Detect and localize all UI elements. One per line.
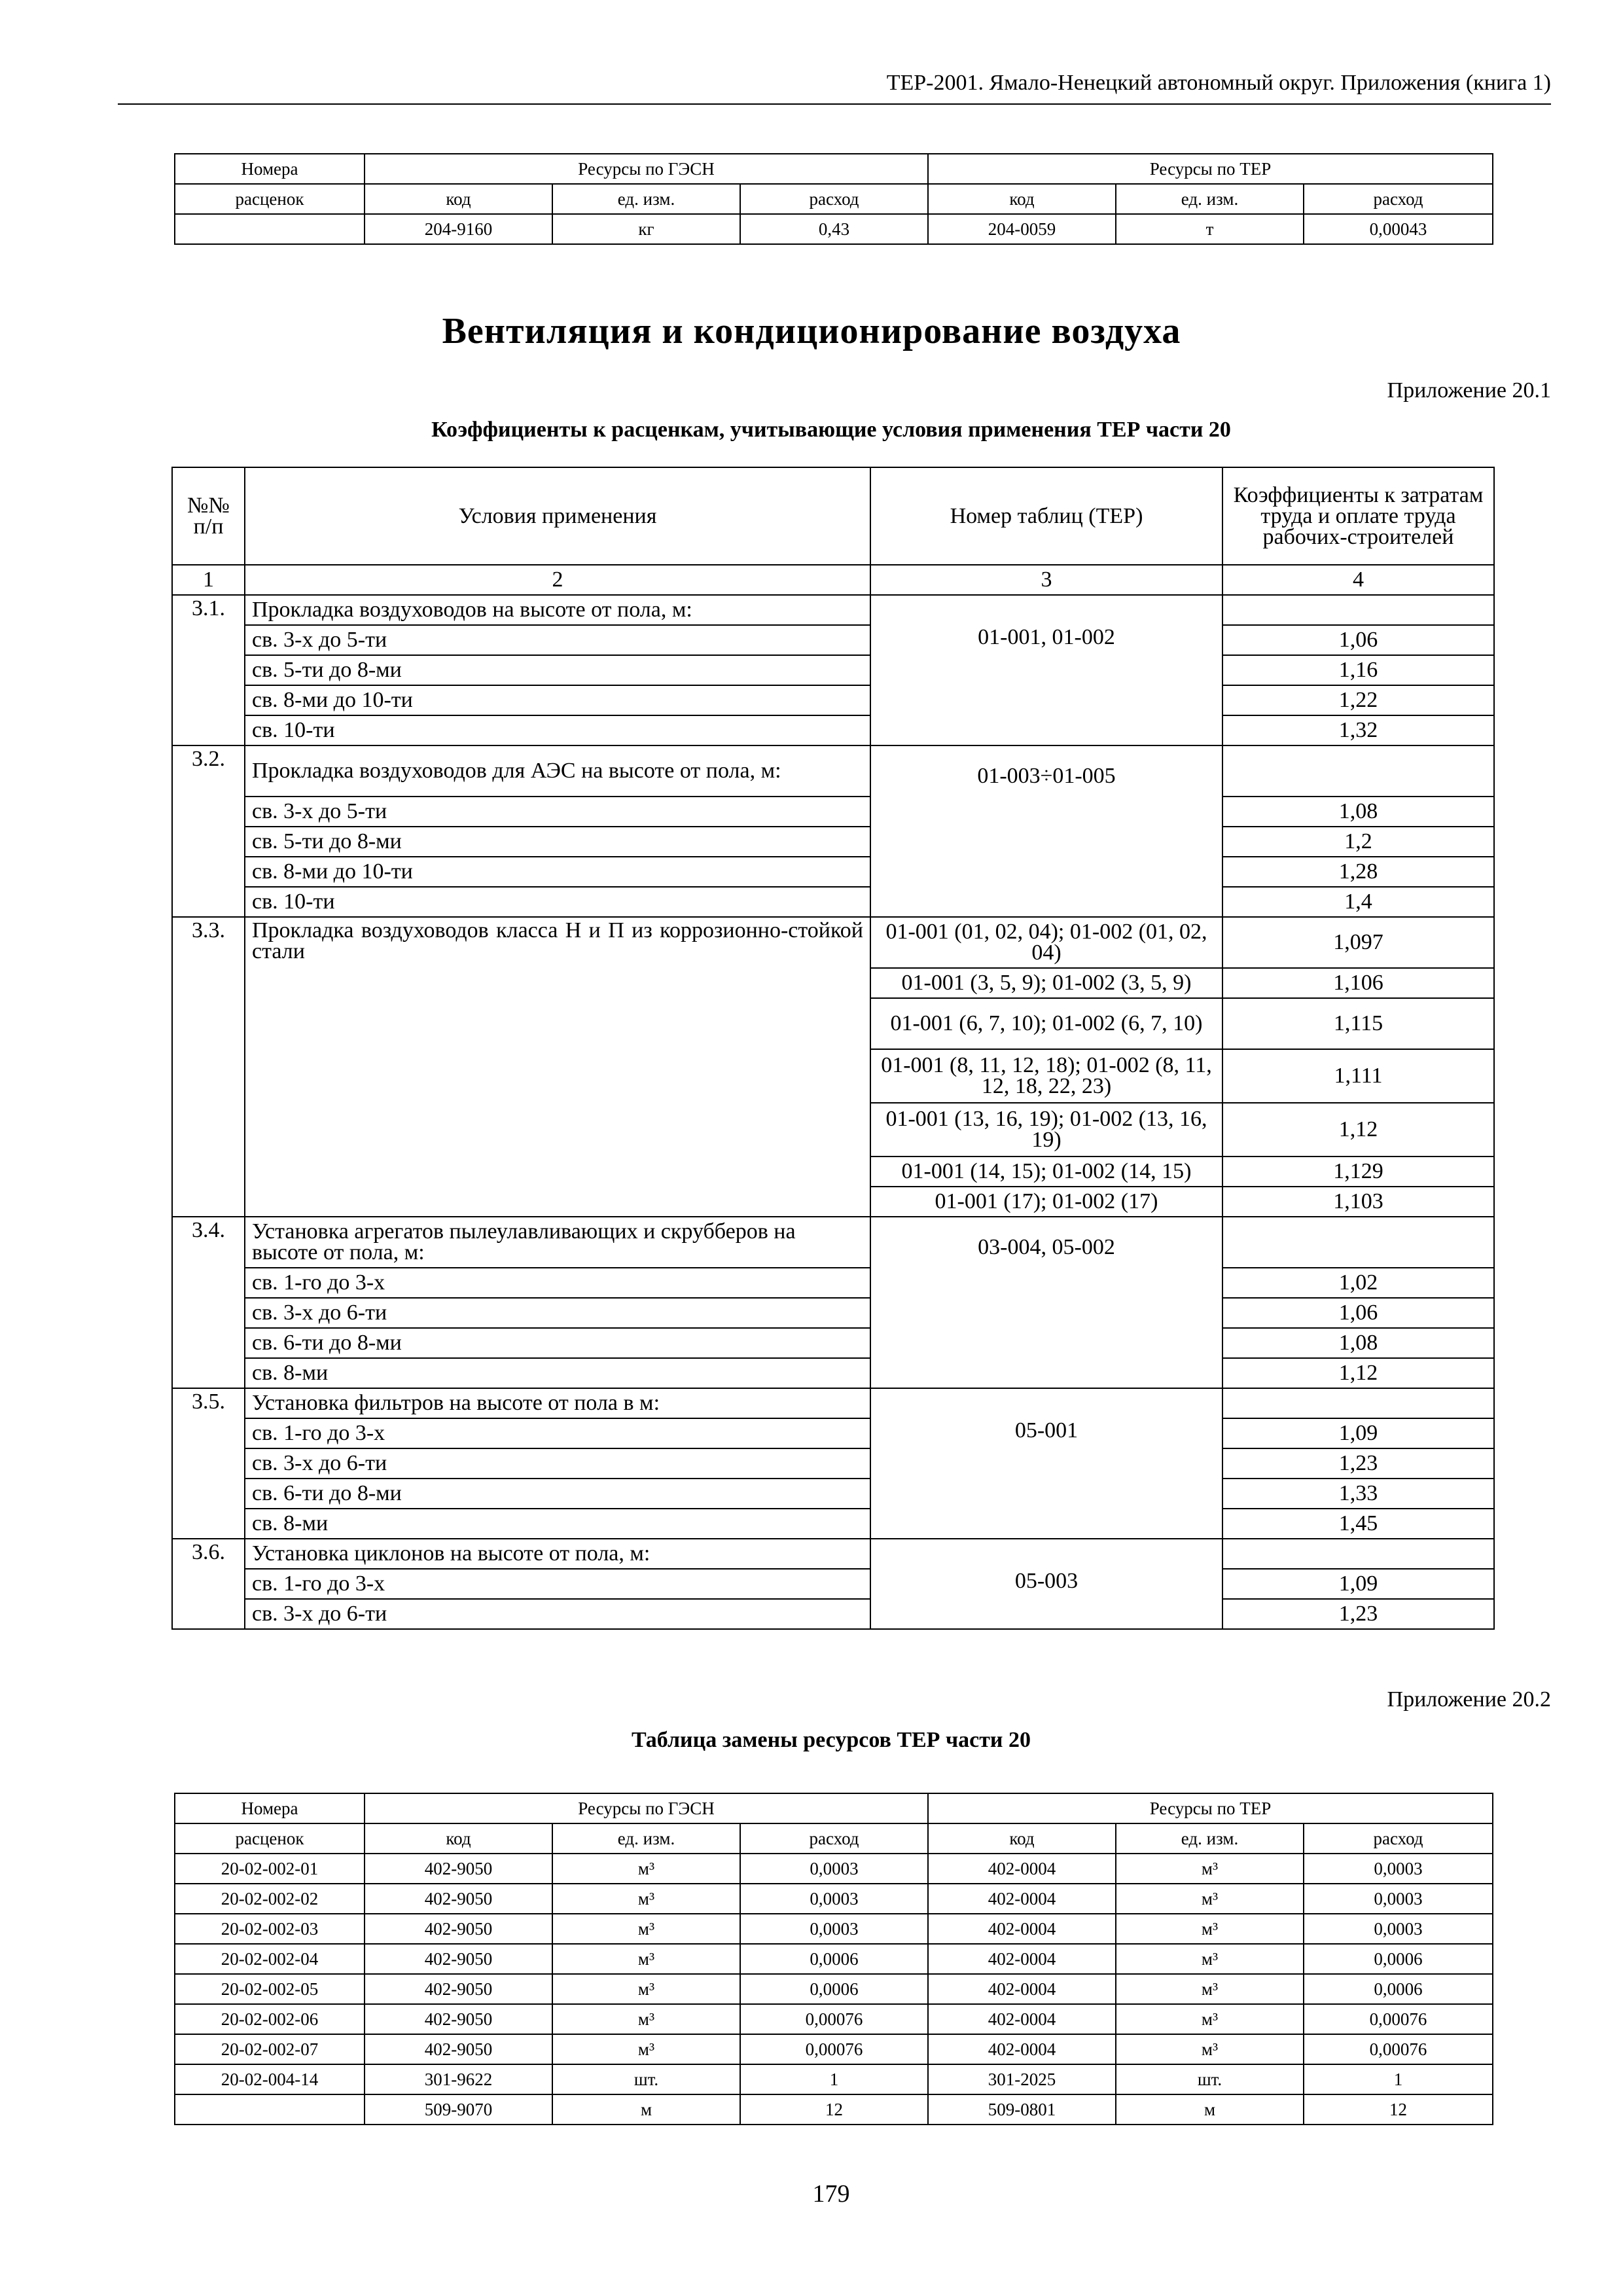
coef-cell: 1,106 — [1222, 968, 1494, 998]
th-ter: Ресурсы по ТЕР — [928, 154, 1493, 184]
cell-ter-amount: 0,00076 — [1304, 2004, 1493, 2034]
cell-ter-code: 402-0004 — [928, 1944, 1116, 1974]
cell-ter-unit: м³ — [1116, 2034, 1304, 2064]
appendix-20-1-label: Приложение 20.1 — [1387, 378, 1551, 403]
cell-ter-amount: 12 — [1304, 2094, 1493, 2125]
condition-cell: св. 8-ми — [245, 1509, 870, 1539]
cell-gesn-unit: м³ — [552, 2034, 740, 2064]
th-gesn-code: код — [365, 184, 552, 214]
cell-ter-code: 509-0801 — [928, 2094, 1116, 2125]
cell-rate: 20-02-002-04 — [175, 1944, 365, 1974]
table-row — [175, 1854, 1493, 1884]
coef-cell: 1,097 — [1222, 917, 1494, 968]
cell-gesn-code: 402-9050 — [365, 1884, 552, 1914]
th-gesn-unit: ед. изм. — [552, 184, 740, 214]
table-row — [175, 2034, 1493, 2064]
cell-gesn-unit: м³ — [552, 1974, 740, 2004]
cell-gesn-unit: шт. — [552, 2064, 740, 2094]
group-title: Установка фильтров на высоте от пола в м: — [245, 1388, 870, 1418]
table-row — [175, 214, 1493, 244]
table-row — [175, 2064, 1493, 2094]
group-title: Установка циклонов на высоте от пола, м: — [245, 1539, 870, 1569]
th-ter-unit: ед. изм. — [1116, 184, 1304, 214]
coef-cell: 1,45 — [1222, 1509, 1494, 1539]
cell-ter-code: 301-2025 — [928, 2064, 1116, 2094]
th-rates-l1: Номера — [175, 154, 365, 184]
group-title: Прокладка воздуховодов на высоте от пола, м: — [245, 595, 870, 625]
cell-rate: 20-02-004-14 — [175, 2064, 365, 2094]
cell-rate: 20-02-002-06 — [175, 2004, 365, 2034]
cell-gesn-amount: 0,00076 — [740, 2004, 928, 2034]
coef-cell: 1,16 — [1222, 655, 1494, 685]
table-row — [175, 2094, 1493, 2125]
coef-cell: 1,129 — [1222, 1157, 1494, 1187]
condition-cell: св. 3-х до 6-ти — [245, 1448, 870, 1479]
cell-rate: 20-02-002-02 — [175, 1884, 365, 1914]
th-col-1: 1 — [172, 565, 245, 595]
cell-gesn-code: 402-9050 — [365, 2034, 552, 2064]
cell-ter-amount: 0,0003 — [1304, 1884, 1493, 1914]
coef-cell: 1,22 — [1222, 685, 1494, 715]
replacement-table-title: Таблица замены ресурсов ТЕР части 20 — [631, 1728, 1031, 1752]
cell-ter-amount: 0,0003 — [1304, 1854, 1493, 1884]
cell-ter-code: 402-0004 — [928, 1884, 1116, 1914]
coef-cell: 1,33 — [1222, 1479, 1494, 1509]
coef-cell: 1,32 — [1222, 715, 1494, 745]
condition-cell: св. 8-ми — [245, 1358, 870, 1388]
condition-cell: св. 6-ти до 8-ми — [245, 1479, 870, 1509]
cell-rate — [175, 214, 365, 244]
th-rates-l2: расценок — [175, 184, 365, 214]
group-title: Прокладка воздуховодов для АЭС на высоте от пола, м: — [245, 745, 870, 797]
cell-gesn-amount: 0,0006 — [740, 1974, 928, 2004]
cell-ter-code: 402-0004 — [928, 2034, 1116, 2064]
cell-gesn-code: 402-9050 — [365, 2004, 552, 2034]
tables-cell: 01-001 (01, 02, 04); 01-002 (01, 02, 04) — [870, 917, 1222, 968]
coef-cell: 1,115 — [1222, 998, 1494, 1049]
cell-ter-unit: т — [1116, 214, 1304, 244]
coef-cell: 1,4 — [1222, 887, 1494, 917]
coef-cell: 1,28 — [1222, 857, 1494, 887]
coef-cell: 1,23 — [1222, 1599, 1494, 1629]
condition-cell: св. 5-ти до 8-ми — [245, 655, 870, 685]
cell-gesn-amount: 12 — [740, 2094, 928, 2125]
top-resource-table — [174, 153, 1493, 245]
running-header: ТЕР-2001. Ямало-Ненецкий автономный округ. Приложения (книга 1) — [118, 71, 1551, 105]
cell-ter-amount: 0,00076 — [1304, 2034, 1493, 2064]
cell-gesn-amount: 0,0003 — [740, 1914, 928, 1944]
cell-gesn-unit: м³ — [552, 1914, 740, 1944]
condition-cell: св. 10-ти — [245, 715, 870, 745]
coef-cell: 1,103 — [1222, 1187, 1494, 1217]
top-table-body — [175, 214, 1493, 244]
tables-cell: 01-001 (8, 11, 12, 18); 01-002 (8, 11, 12, 18, 22, 23) — [870, 1049, 1222, 1103]
condition-cell: св. 1-го до 3-х — [245, 1418, 870, 1448]
cell-rate: 20-02-002-07 — [175, 2034, 365, 2064]
coef-cell: 1,06 — [1222, 1298, 1494, 1328]
cell-ter-amount: 1 — [1304, 2064, 1493, 2094]
th-ter-code: код — [928, 184, 1116, 214]
coef-cell: 1,06 — [1222, 625, 1494, 655]
group-number: 3.2. — [172, 745, 245, 917]
condition-cell: св. 6-ти до 8-ми — [245, 1328, 870, 1358]
th-gesn-code: код — [365, 1823, 552, 1854]
cell-ter-amount: 0,00043 — [1304, 214, 1493, 244]
th-ter-code: код — [928, 1823, 1116, 1854]
cell-gesn-code: 301-9622 — [365, 2064, 552, 2094]
th-gesn-unit: ед. изм. — [552, 1823, 740, 1854]
table-row — [175, 1884, 1493, 1914]
cell-ter-unit: м — [1116, 2094, 1304, 2125]
condition-cell: св. 5-ти до 8-ми — [245, 827, 870, 857]
condition-cell: св. 3-х до 6-ти — [245, 1298, 870, 1328]
coef-cell — [1222, 745, 1494, 797]
group-number: 3.1. — [172, 595, 245, 745]
th-gesn: Ресурсы по ГЭСН — [365, 1793, 928, 1823]
cell-gesn-code: 402-9050 — [365, 1974, 552, 2004]
coef-cell: 1,12 — [1222, 1358, 1494, 1388]
table-row — [175, 1944, 1493, 1974]
tables-cell: 01-001 (13, 16, 19); 01-002 (13, 16, 19) — [870, 1103, 1222, 1157]
coef-cell — [1222, 1388, 1494, 1418]
cell-gesn-code: 402-9050 — [365, 1854, 552, 1884]
cell-ter-code: 402-0004 — [928, 2004, 1116, 2034]
tables-cell: 01-001 (14, 15); 01-002 (14, 15) — [870, 1157, 1222, 1187]
group-tables: 03-004, 05-002 — [870, 1217, 1222, 1388]
tables-cell: 01-001 (6, 7, 10); 01-002 (6, 7, 10) — [870, 998, 1222, 1049]
cell-gesn-code: 402-9050 — [365, 1944, 552, 1974]
th-col-4: 4 — [1222, 565, 1494, 595]
condition-cell: св. 3-х до 6-ти — [245, 1599, 870, 1629]
cell-ter-amount: 0,0006 — [1304, 1944, 1493, 1974]
condition-cell: св. 3-х до 5-ти — [245, 625, 870, 655]
th-gesn: Ресурсы по ГЭСН — [365, 154, 928, 184]
coef-cell — [1222, 1539, 1494, 1569]
group-number: 3.3. — [172, 917, 245, 1217]
group-number: 3.6. — [172, 1539, 245, 1629]
coef-cell: 1,09 — [1222, 1569, 1494, 1599]
cell-gesn-unit: м³ — [552, 1944, 740, 1974]
th-tables: Номер таблиц (ТЕР) — [870, 467, 1222, 565]
cell-gesn-amount: 0,43 — [740, 214, 928, 244]
coef-cell — [1222, 595, 1494, 625]
group-number: 3.5. — [172, 1388, 245, 1539]
cell-ter-amount: 0,0003 — [1304, 1914, 1493, 1944]
cell-ter-unit: шт. — [1116, 2064, 1304, 2094]
cell-gesn-unit: кг — [552, 214, 740, 244]
cell-ter-code: 402-0004 — [928, 1914, 1116, 1944]
th-rates-l2: расценок — [175, 1823, 365, 1854]
cell-rate — [175, 2094, 365, 2125]
cell-gesn-amount: 0,0003 — [740, 1884, 928, 1914]
th-conditions: Условия применения — [245, 467, 870, 565]
cell-ter-unit: м³ — [1116, 1914, 1304, 1944]
cell-ter-unit: м³ — [1116, 1854, 1304, 1884]
replacement-table-body — [175, 1854, 1493, 2125]
group-tables: 01-003÷01-005 — [870, 745, 1222, 917]
cell-gesn-unit: м³ — [552, 2004, 740, 2034]
cell-ter-code: 402-0004 — [928, 1974, 1116, 2004]
cell-gesn-code: 204-9160 — [365, 214, 552, 244]
page-number: 179 — [812, 2180, 850, 2208]
coef-cell: 1,08 — [1222, 1328, 1494, 1358]
cell-ter-unit: м³ — [1116, 1944, 1304, 1974]
group-title: Установка агрегатов пылеулавливающих и скрубберов на высоте от пола, м: — [245, 1217, 870, 1268]
cell-rate: 20-02-002-01 — [175, 1854, 365, 1884]
cell-gesn-code: 509-9070 — [365, 2094, 552, 2125]
coef-cell: 1,2 — [1222, 827, 1494, 857]
th-rates-l1: Номера — [175, 1793, 365, 1823]
th-ter-unit: ед. изм. — [1116, 1823, 1304, 1854]
cell-ter-code: 402-0004 — [928, 1854, 1116, 1884]
coef-cell: 1,23 — [1222, 1448, 1494, 1479]
cell-gesn-unit: м³ — [552, 1854, 740, 1884]
th-gesn-consumption: расход — [740, 184, 928, 214]
cell-ter-unit: м³ — [1116, 1884, 1304, 1914]
cell-gesn-amount: 0,0006 — [740, 1944, 928, 1974]
th-ter: Ресурсы по ТЕР — [928, 1793, 1493, 1823]
cell-gesn-unit: м — [552, 2094, 740, 2125]
th-coef: Коэффициенты к затратам труда и оплате труда рабочих-строителей — [1222, 467, 1494, 565]
cell-ter-unit: м³ — [1116, 1974, 1304, 2004]
tables-cell: 01-001 (17); 01-002 (17) — [870, 1187, 1222, 1217]
table-row — [175, 2004, 1493, 2034]
condition-cell: св. 3-х до 5-ти — [245, 797, 870, 827]
group-title: Прокладка воздуховодов класса Н и П из коррозионно-стойкой стали — [245, 917, 870, 1217]
th-col-3: 3 — [870, 565, 1222, 595]
th-num: №№ п/п — [172, 467, 245, 565]
condition-cell: св. 1-го до 3-х — [245, 1569, 870, 1599]
cell-gesn-amount: 0,0003 — [740, 1854, 928, 1884]
coef-cell: 1,08 — [1222, 797, 1494, 827]
coef-cell: 1,02 — [1222, 1268, 1494, 1298]
replacement-table — [174, 1793, 1493, 2125]
th-ter-consumption: расход — [1304, 1823, 1493, 1854]
cell-gesn-amount: 0,00076 — [740, 2034, 928, 2064]
tables-cell: 01-001 (3, 5, 9); 01-002 (3, 5, 9) — [870, 968, 1222, 998]
cell-rate: 20-02-002-05 — [175, 1974, 365, 2004]
cell-gesn-amount: 1 — [740, 2064, 928, 2094]
condition-cell: св. 1-го до 3-х — [245, 1268, 870, 1298]
cell-ter-unit: м³ — [1116, 2004, 1304, 2034]
cell-ter-amount: 0,0006 — [1304, 1974, 1493, 2004]
condition-cell: св. 10-ти — [245, 887, 870, 917]
th-ter-consumption: расход — [1304, 184, 1493, 214]
coef-cell: 1,09 — [1222, 1418, 1494, 1448]
coef-cell: 1,111 — [1222, 1049, 1494, 1103]
th-col-2: 2 — [245, 565, 870, 595]
appendix-20-2-label: Приложение 20.2 — [1387, 1687, 1551, 1712]
cell-ter-code: 204-0059 — [928, 214, 1116, 244]
condition-cell: св. 8-ми до 10-ти — [245, 857, 870, 887]
group-number: 3.4. — [172, 1217, 245, 1388]
coefficients-table-title: Коэффициенты к расценкам, учитывающие условия применения ТЕР части 20 — [431, 418, 1231, 442]
group-tables: 05-003 — [870, 1539, 1222, 1629]
th-gesn-consumption: расход — [740, 1823, 928, 1854]
cell-rate: 20-02-002-03 — [175, 1914, 365, 1944]
condition-cell: св. 8-ми до 10-ти — [245, 685, 870, 715]
section-title: Вентиляция и кондиционирование воздуха — [442, 311, 1181, 351]
coef-cell: 1,12 — [1222, 1103, 1494, 1157]
coefficients-table — [171, 467, 1495, 1630]
cell-gesn-unit: м³ — [552, 1884, 740, 1914]
coef-cell — [1222, 1217, 1494, 1268]
table-row — [175, 1914, 1493, 1944]
cell-gesn-code: 402-9050 — [365, 1914, 552, 1944]
group-tables: 05-001 — [870, 1388, 1222, 1539]
group-tables: 01-001, 01-002 — [870, 595, 1222, 745]
table-row — [175, 1974, 1493, 2004]
